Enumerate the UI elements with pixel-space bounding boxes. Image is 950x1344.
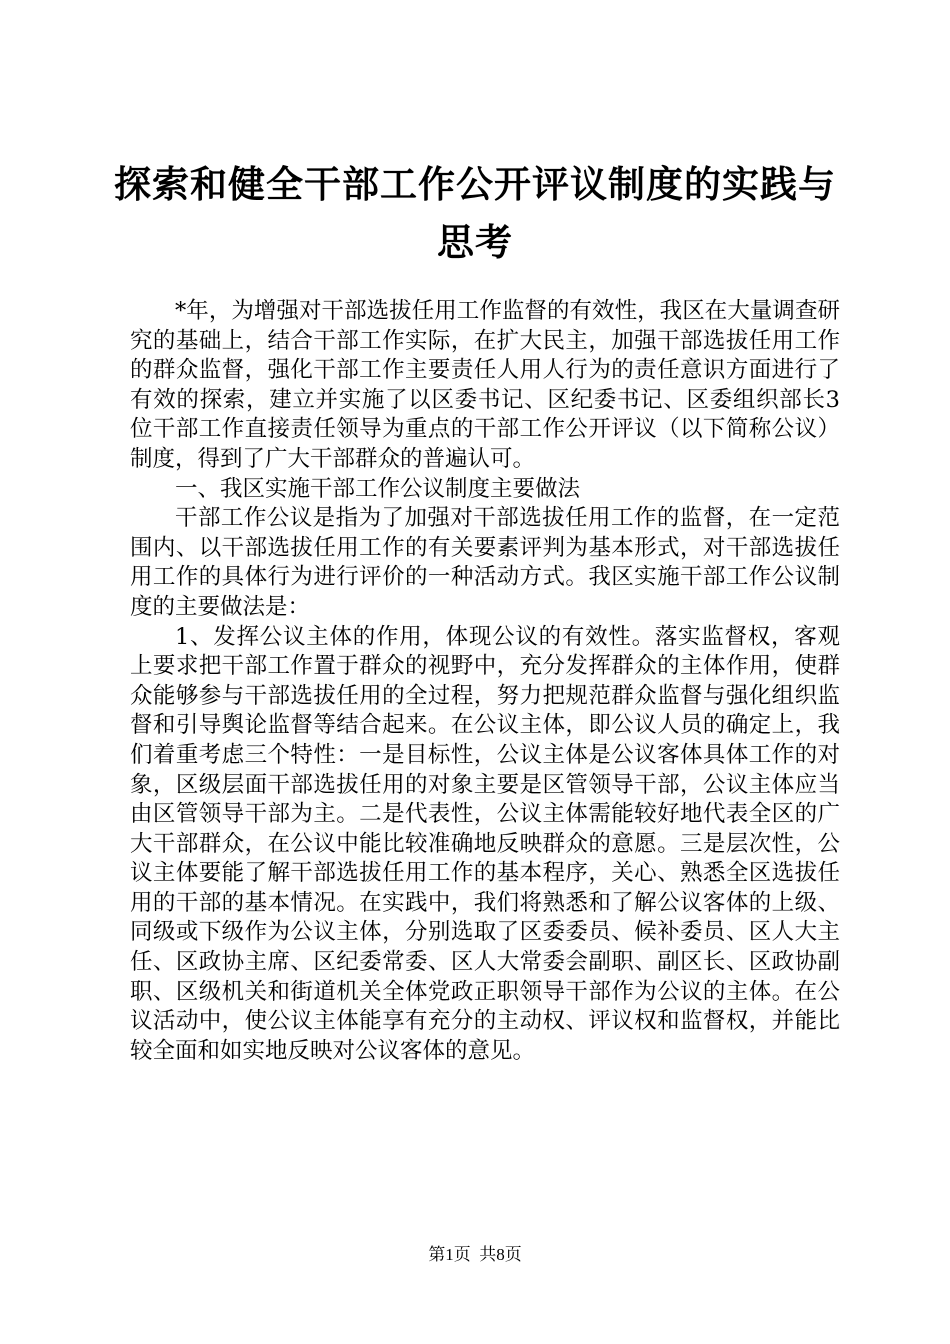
document-body xyxy=(130,297,840,1066)
page-total: 共8页 xyxy=(479,1245,522,1264)
section-heading: 一、我区实施干部工作公议制度主要做法 xyxy=(175,475,581,502)
paragraph-definition: 干部工作公议是指为了加强对干部选拔任用工作的监督，在一定范围内、以干部选拔任用工作的有关要素评判为基本形式，对干部选拔任用工作的具体行为进行评价的一种活动方式。我区实施干部工作公议制度的主要做法是： xyxy=(130,505,840,620)
document-title: 探索和健全干部工作公开评议制度的实践与思考 xyxy=(114,162,836,264)
paragraph-point-1: 1、发挥公议主体的作用，体现公议的有效性。落实监督权，客观上要求把干部工作置于群众的视野中，充分发挥群众的主体作用，使群众能够参与干部选拔任用的全过程，努力把规范群众监督与强化组织监督和引导舆论监督等结合起来。在公议主体，即公议人员的确定上，我们着重考虑三个特性：一是目标性，公议主体是公议客体具体工作的对象，区级层面干部选拔任用的对象主要是区管领导干部，公议主体应当由区管领导干部为主。二是代表性，公议主体需能较好地代表全区的广大干部群众，在公议中能比较准确地反映群众的意愿。三是层次性，公议主体要能了解干部选拔任用工作的基本程序，关心、熟悉全区选拔任用的干部的基本情况。在实践中，我们将熟悉和了解公议客体的上级、同级或下级作为公议主体，分别选取了区委委员、候补委员、区人大主任、区政协主席、区纪委常委、区人大常委会副职、副区长、区政协副职、区级机关和街道机关全体党政正职领导干部作为公议的主体。在公议活动中，使公议主体能享有充分的主动权、评议权和监督权，并能比较全面和如实地反映对公议客体的意见。 xyxy=(130,623,840,1064)
paragraph-intro: *年，为增强对干部选拔任用工作监督的有效性，我区在大量调查研究的基础上，结合干部工作实际，在扩大民主，加强干部选拔任用工作的群众监督，强化干部工作主要责任人用人行为的责任意识方面进行了有效的探索，建立并实施了以区委书记、区纪委书记、区委组织部长3位干部工作直接责任领导为重点的干部工作公开评议（以下简称公议）制度，得到了广大干部群众的普遍认可。 xyxy=(130,298,840,472)
page-footer xyxy=(0,1244,950,1266)
footer-spacer xyxy=(471,1245,480,1264)
page-number: 第1页 xyxy=(428,1245,471,1264)
